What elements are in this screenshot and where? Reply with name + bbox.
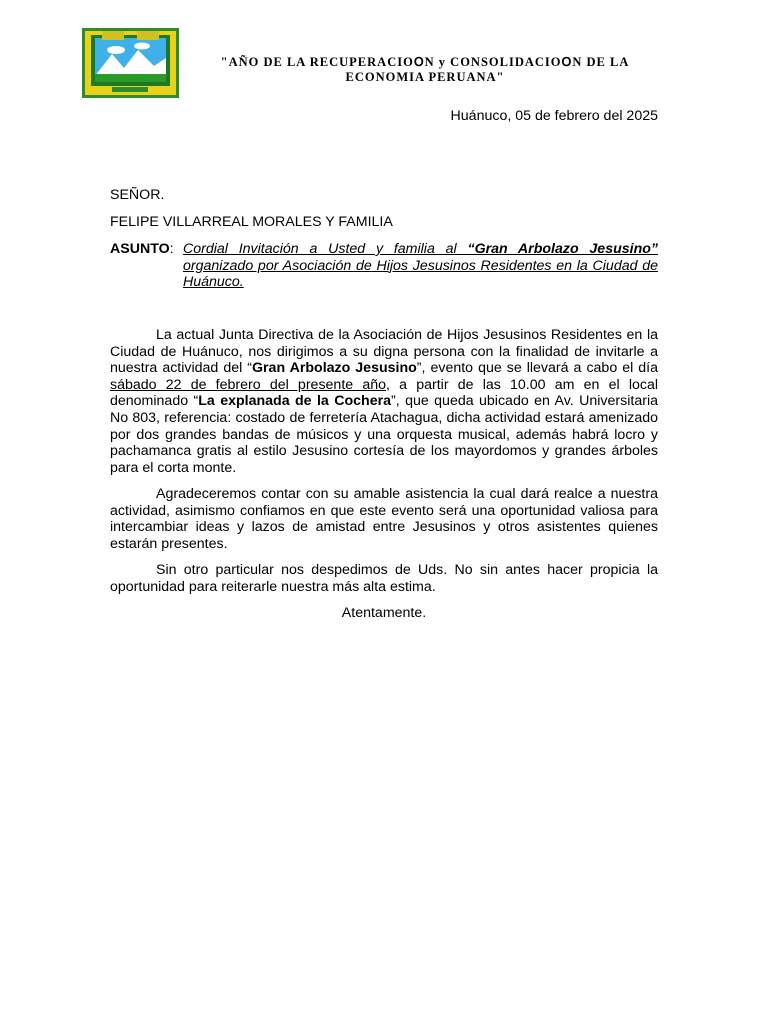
crest-icon [82,28,179,98]
subject-text: Cordial Invitación a Usted y familia al “Gran Arbolazo Jesusino” organizado por Asociación de Hijos Jesusinos Residentes en la Ciudad de Huánuco. [183,241,659,290]
paragraph-invitation: La actual Junta Directiva de la Asociación de Hijos Jesusinos Residentes en la Ciudad de Huánuco, nos dirigimos a su digna persona con la finalidad de invitarle a nuestra actividad del “Gran Arbolazo Jesusino”, evento que se llevará a cabo el día sábado 22 de febrero del presente año, a partir de las 10.00 am en el local denominado “La explanada de la Cochera”, que queda ubicado en Av. Universitaria No 803, referencia: costado de ferretería Atachagua, dicha actividad estará amenizado por dos grandes bandas de músicos y una orquesta musical, además habrá locro y pachamanca gratis al estilo Jesusino cortesía de los mayordomos y grandes árboles para el corta monte. [110,327,658,476]
subject-label: ASUNTO: [110,241,174,257]
year-motto-line1: "AÑO DE LA RECUPERACIOՕN y CONSOLIDACIOՕN DE LA [220,55,630,69]
closing: Atentamente. [341,605,427,621]
paragraph-thanks: Agradeceremos contar con su amable asistencia la cual dará realce a nuestra actividad, asimismo confiamos en que este evento será una oportunidad valiosa para intercambiar ideas y lazos de amistad entre Jesusinos y otros asistentes quienes estarán presentes. [110,486,658,552]
year-motto-line2: ECONOMIA PERUANA" [345,70,505,84]
date-line: Huánuco, 05 de febrero del 2025 [450,108,658,124]
salutation: SEÑOR. [110,187,165,203]
year-motto [205,55,645,85]
paragraph-farewell: Sin otro particular nos despedimos de Uds. No sin antes hacer propicia la oportunidad para reiterarle nuestra más alta estima. [110,562,658,595]
recipient: FELIPE VILLARREAL MORALES Y FAMILIA [110,214,393,230]
